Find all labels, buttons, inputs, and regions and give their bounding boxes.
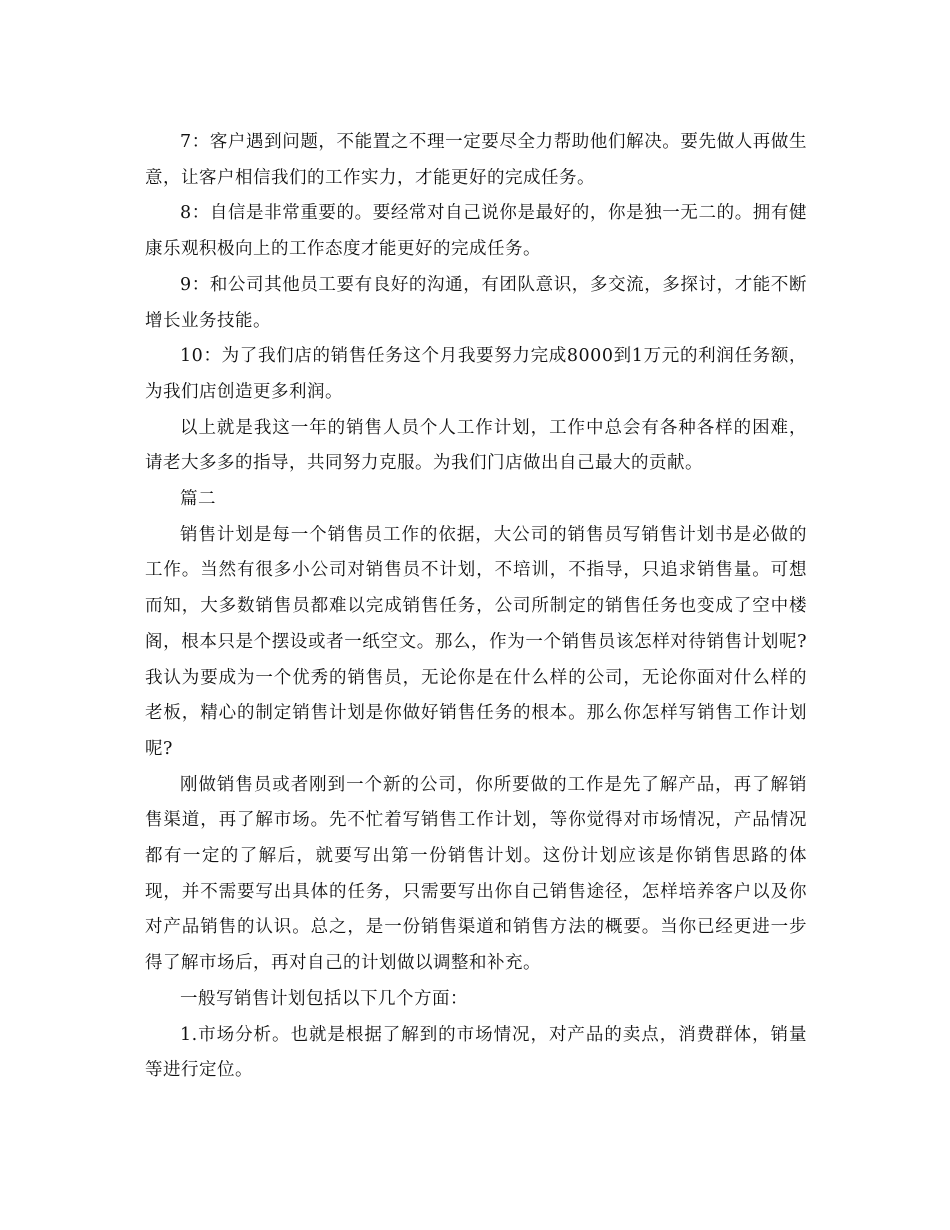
- body-paragraph: 销售计划是每一个销售员工作的依据，大公司的销售员写销售计划书是必做的工作。当然有很多小公司对销售员不计划，不培训，不指导，只追求销售量。可想而知，大多数销售员都难以完成销售任务，公司所制定的销售任务也变成了空中楼阁，根本只是个摆设或者一纸空文。那么，作为一个销售员该怎样对待销售计划呢?我认为要成为一个优秀的销售员，无论你是在什么样的公司，无论你面对什么样的老板，精心的制定销售计划是你做好销售任务的根本。那么你怎样写销售工作计划呢?: [145, 524, 807, 759]
- list-item: 1.市场分析。也就是根据了解到的市场情况，对产品的卖点，消费群体，销量等进行定位。: [145, 1024, 807, 1081]
- paragraph-item-7: 7：客户遇到问题，不能置之不理一定要尽全力帮助他们解决。要先做人再做生意，让客户相信我们的工作实力，才能更好的完成任务。: [145, 132, 807, 188]
- summary-paragraph: 以上就是我这一年的销售人员个人工作计划，工作中总会有各种各样的困难，请老大多多的指导，共同努力克服。为我们门店做出自己最大的贡献。: [145, 417, 807, 474]
- section-heading: 篇二: [180, 489, 216, 510]
- paragraph-item-10: 10：为了我们店的销售任务这个月我要努力完成8000到1万元的利润任务额，为我们店创造更多利润。: [145, 346, 807, 402]
- paragraph-item-8: 8：自信是非常重要的。要经常对自己说你是最好的，你是独一无二的。拥有健康乐观积极向上的工作态度才能更好的完成任务。: [145, 203, 807, 260]
- body-paragraph: 刚做销售员或者刚到一个新的公司，你所要做的工作是先了解产品，再了解销售渠道，再了解市场。先不忙着写销售工作计划，等你觉得对市场情况，产品情况都有一定的了解后，就要写出第一份销售计划。这份计划应该是你销售思路的体现，并不需要写出具体的任务，只需要写出你自己销售途径，怎样培养客户以及你对产品销售的认识。总之，是一份销售渠道和销售方法的概要。当你已经更进一步得了解市场后，再对自己的计划做以调整和补充。: [145, 774, 807, 974]
- body-paragraph: 一般写销售计划包括以下几个方面：: [180, 988, 468, 1009]
- document-body: [145, 125, 807, 1089]
- paragraph-item-9: 9：和公司其他员工要有良好的沟通，有团队意识，多交流，多探讨，才能不断增长业务技能。: [145, 274, 807, 331]
